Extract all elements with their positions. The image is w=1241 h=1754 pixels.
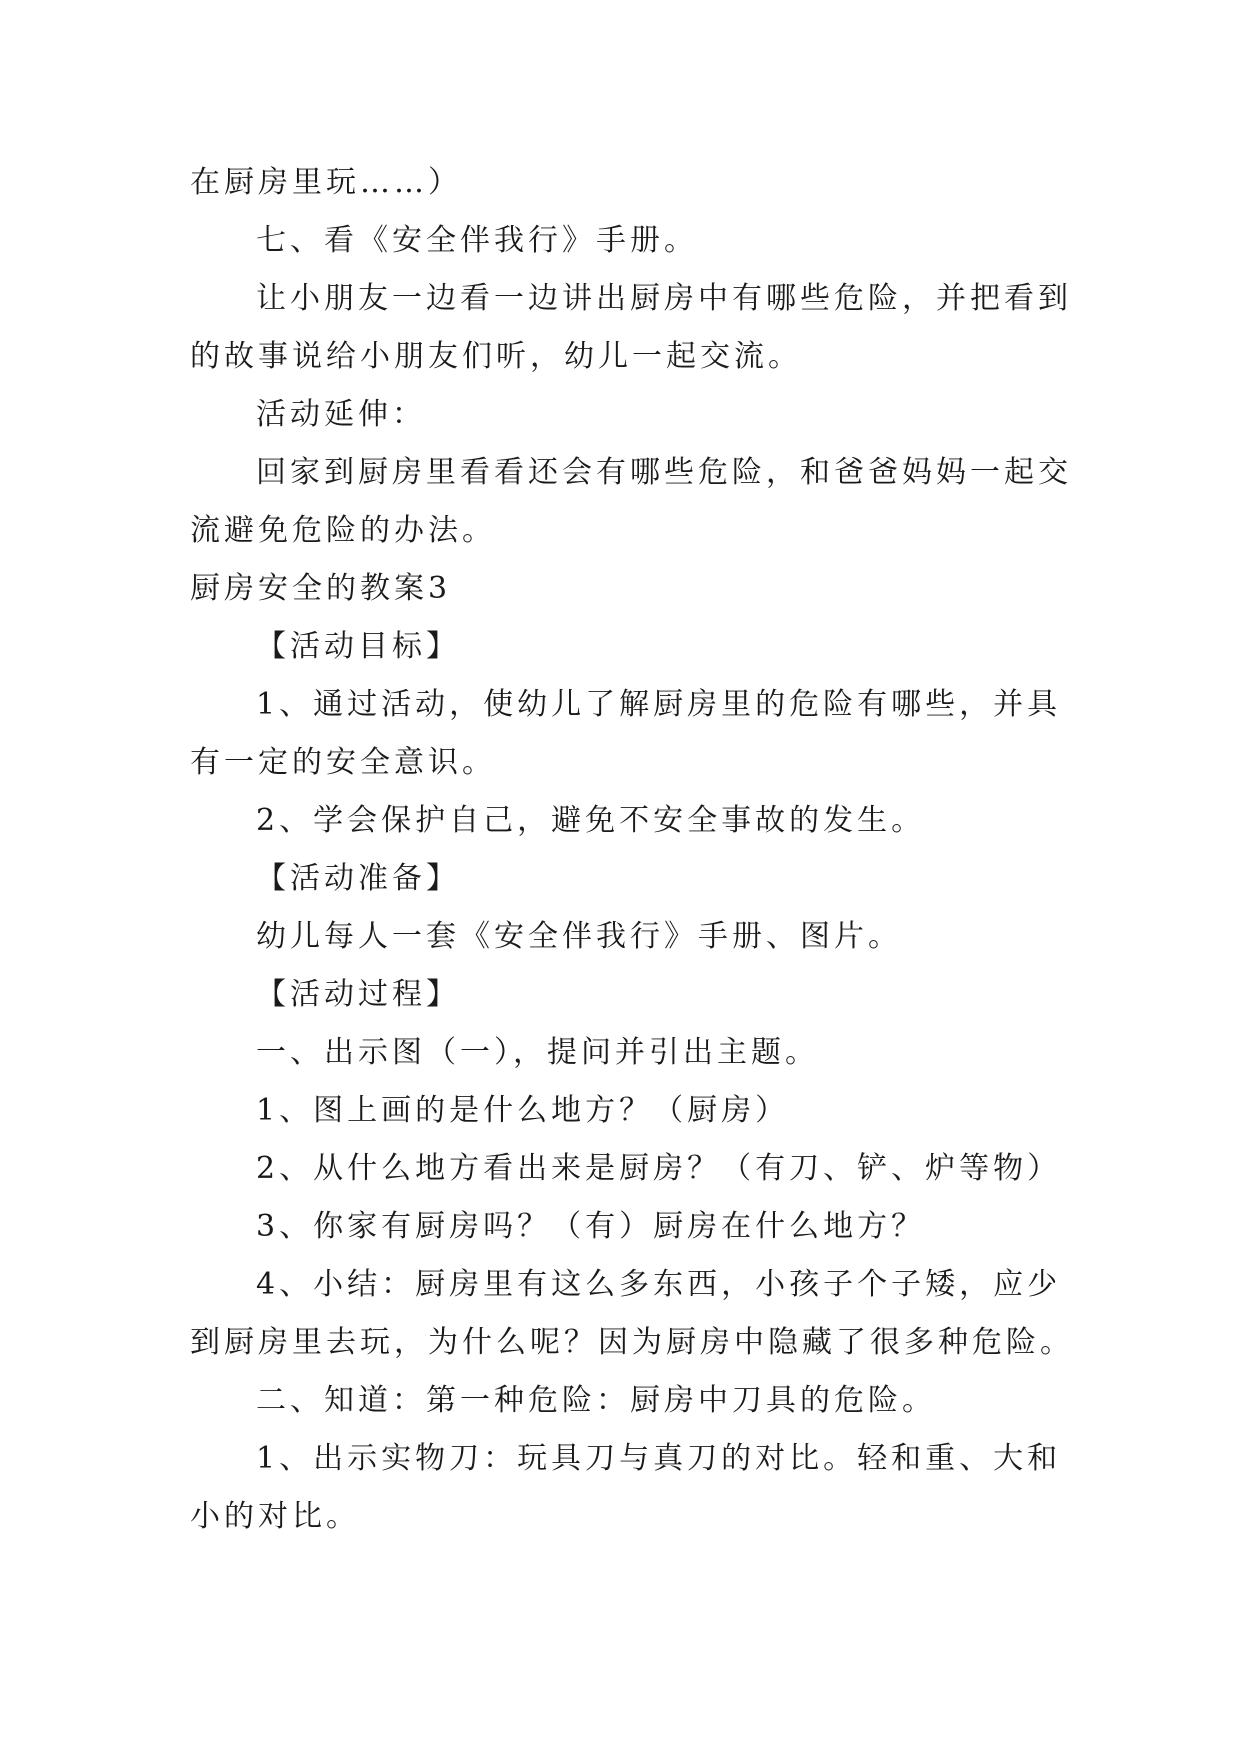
- section-heading-process: 【活动过程】: [256, 977, 460, 1012]
- section-heading-preparation: 【活动准备】: [256, 861, 460, 896]
- paragraph-line: 的故事说给小朋友们听，幼儿一起交流。: [190, 339, 802, 374]
- list-item-continuation: 到厨房里去玩，为什么呢？因为厨房中隐藏了很多种危险。: [190, 1325, 1074, 1360]
- list-item: 4、小结：厨房里有这么多东西，小孩子个子矮，应少: [256, 1267, 1062, 1302]
- section-heading-goals: 【活动目标】: [256, 629, 460, 664]
- list-item-continuation: 小的对比。: [190, 1499, 360, 1534]
- list-item: 1、出示实物刀：玩具刀与真刀的对比。轻和重、大和: [256, 1441, 1062, 1476]
- section-heading-step-7: 七、看《安全伴我行》手册。: [256, 223, 698, 258]
- list-item: 1、图上画的是什么地方？（厨房）: [256, 1093, 790, 1128]
- paragraph-continuation: 在厨房里玩……）: [190, 165, 462, 200]
- document-title: 厨房安全的教案3: [190, 571, 452, 606]
- paragraph-line: 流避免危险的办法。: [190, 513, 496, 548]
- paragraph-line: 回家到厨房里看看还会有哪些危险，和爸爸妈妈一起交: [256, 455, 1072, 490]
- paragraph-line: 让小朋友一边看一边讲出厨房中有哪些危险，并把看到: [256, 281, 1072, 316]
- paragraph-line: 幼儿每人一套《安全伴我行》手册、图片。: [256, 919, 902, 954]
- list-item: 1、通过活动，使幼儿了解厨房里的危险有哪些，并具: [256, 687, 1062, 722]
- list-item: 2、学会保护自己，避免不安全事故的发生。: [256, 803, 926, 838]
- step-heading: 一、出示图（一），提问并引出主题。: [256, 1035, 819, 1070]
- list-item: 3、你家有厨房吗？（有）厨房在什么地方？: [256, 1209, 926, 1244]
- list-item: 2、从什么地方看出来是厨房？（有刀、铲、炉等物）: [256, 1151, 1062, 1186]
- subheading-activity-extension: 活动延伸：: [256, 397, 426, 432]
- list-item-continuation: 有一定的安全意识。: [190, 745, 496, 780]
- step-heading: 二、知道：第一种危险：厨房中刀具的危险。: [256, 1383, 936, 1418]
